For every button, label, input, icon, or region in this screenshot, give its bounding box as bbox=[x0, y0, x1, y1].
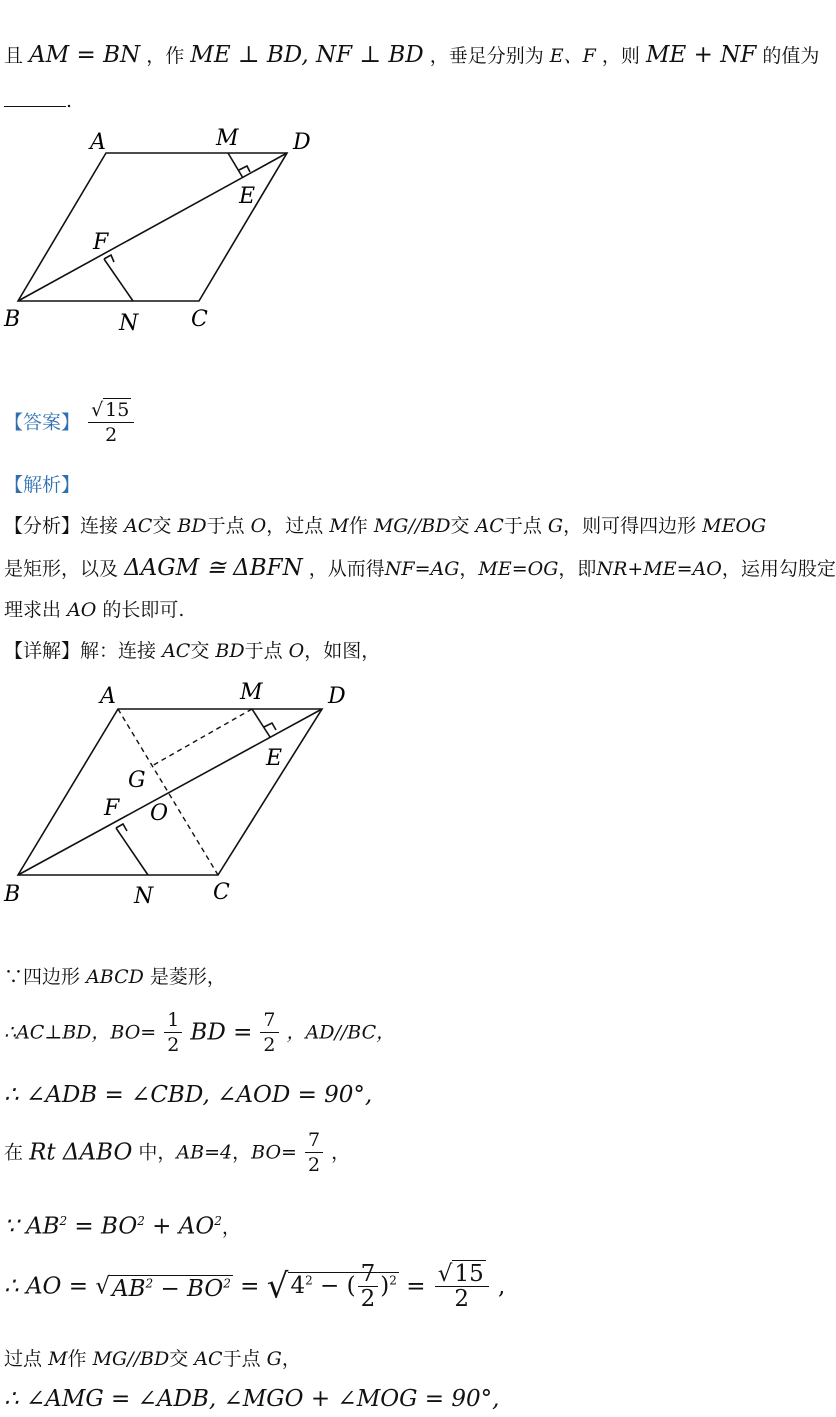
answer-denominator: 2 bbox=[105, 424, 118, 446]
label-a: A bbox=[90, 130, 106, 155]
analysis-section-tag: 【解析】 bbox=[4, 474, 81, 496]
text: 是菱形， bbox=[149, 966, 226, 988]
math-sum: ME + NF bbox=[645, 42, 757, 68]
step-5: ∵ $AB^2 = BO^2 + AO^2$， bbox=[4, 1213, 241, 1240]
text: 作 bbox=[67, 1348, 87, 1370]
text: AC bbox=[194, 1348, 223, 1370]
text: BD bbox=[177, 515, 207, 537]
label-d: D bbox=[328, 684, 346, 709]
text: 于点 bbox=[503, 515, 542, 537]
numerator: 1 bbox=[164, 1008, 182, 1033]
text: , bbox=[498, 1273, 506, 1300]
text: . bbox=[66, 90, 73, 112]
text: 的值为 bbox=[762, 45, 820, 67]
numerator: 7 bbox=[358, 1262, 379, 1287]
text: ， bbox=[221, 1216, 241, 1239]
step-4 bbox=[4, 1128, 350, 1188]
math-perpendiculars: ME ⊥ BD, NF ⊥ BD bbox=[190, 42, 424, 68]
text: − BO bbox=[160, 1276, 224, 1303]
text: 过点 bbox=[4, 1348, 43, 1370]
problem-line-2 bbox=[4, 88, 72, 114]
text: 解：连接 bbox=[80, 640, 157, 662]
label-e: E bbox=[239, 184, 256, 209]
text: G bbox=[266, 1348, 282, 1370]
text: 的长即可. bbox=[102, 599, 185, 621]
fraction-seven-halves bbox=[358, 1262, 379, 1311]
text: 且 bbox=[4, 45, 24, 67]
text: ，运用勾股定 bbox=[721, 558, 836, 580]
step-1 bbox=[4, 964, 226, 990]
analysis-line-1 bbox=[4, 513, 766, 539]
text: = bbox=[240, 1273, 260, 1300]
label-o: O bbox=[150, 801, 169, 826]
text: G bbox=[547, 515, 564, 537]
text: MG//BD bbox=[92, 1348, 170, 1370]
text: ，从而得 bbox=[308, 558, 385, 580]
text: ，作 bbox=[146, 45, 185, 67]
text: ∴ AO = bbox=[4, 1273, 88, 1300]
text: 作 bbox=[348, 515, 368, 537]
figure-1-rhombus bbox=[0, 120, 340, 340]
text: 交 bbox=[169, 1348, 189, 1370]
text: ， bbox=[459, 558, 479, 580]
answer-line bbox=[4, 398, 136, 458]
fraction-seven-halves bbox=[260, 1008, 278, 1057]
numerator: 7 bbox=[260, 1008, 278, 1033]
text: ，过点 bbox=[266, 515, 324, 537]
text: 在 bbox=[4, 1141, 24, 1164]
label-n: N bbox=[134, 884, 154, 909]
step-7 bbox=[4, 1346, 301, 1372]
text: ∴AC⊥BD，BO= bbox=[4, 1021, 157, 1044]
text: 4 bbox=[290, 1272, 306, 1299]
analysis-line-2 bbox=[4, 555, 836, 582]
label-f: F bbox=[93, 230, 109, 255]
math-am-bn: AM = BN bbox=[29, 42, 141, 68]
step-6: ∴ AO = $√AB^2 - BO^2 = √4^2$ − ( $\frac{7}{2}$ )$^2$ = $\frac{√15}{2}$ , bbox=[4, 1261, 506, 1312]
text: 于点 bbox=[244, 640, 283, 662]
fraction-half bbox=[164, 1008, 182, 1057]
text: ，则 bbox=[601, 45, 640, 67]
text: ∵四边形 bbox=[4, 966, 81, 988]
text: = bbox=[406, 1273, 426, 1300]
math-triangle: Rt ΔABO bbox=[29, 1139, 133, 1166]
denominator: 2 bbox=[360, 1286, 376, 1312]
text: NR+ME=AO bbox=[596, 558, 722, 580]
label-m: M bbox=[216, 126, 239, 151]
step-2 bbox=[4, 1008, 395, 1068]
text: BD = bbox=[190, 1019, 253, 1046]
label-m: M bbox=[240, 680, 263, 705]
denominator: 2 bbox=[263, 1034, 276, 1056]
text: AC bbox=[124, 515, 153, 537]
text: 连接 bbox=[80, 515, 119, 537]
text: ，即 bbox=[558, 558, 597, 580]
text: ， bbox=[281, 1348, 301, 1370]
text: O bbox=[288, 640, 305, 662]
text: 于点 bbox=[206, 515, 245, 537]
text: 【详解】 bbox=[4, 640, 81, 662]
text: + AO bbox=[152, 1213, 215, 1240]
text: 交 bbox=[190, 640, 210, 662]
math-congruent: ΔAGM ≅ ΔBFN bbox=[124, 555, 303, 581]
label-d: D bbox=[293, 130, 311, 155]
detail-line bbox=[4, 638, 380, 664]
feet-points: E、F bbox=[549, 45, 596, 67]
text: 理求出 bbox=[4, 599, 62, 621]
text: 是矩形，以及 bbox=[4, 558, 119, 580]
text: ME=OG bbox=[478, 558, 559, 580]
text: MEOG bbox=[702, 515, 767, 537]
text: BD bbox=[215, 640, 245, 662]
analysis-line-3 bbox=[4, 597, 184, 623]
label-f: F bbox=[104, 796, 120, 821]
step-3: ∴ ∠ADB = ∠CBD, ∠AOD = 90°, bbox=[4, 1082, 373, 1108]
text: ，垂足分别为 bbox=[429, 45, 544, 67]
text: 【分析】 bbox=[4, 515, 81, 537]
text: AO bbox=[67, 599, 97, 621]
fraction-seven-halves bbox=[305, 1128, 323, 1177]
numerator: 15 bbox=[454, 1261, 484, 1287]
label-b: B bbox=[4, 307, 21, 332]
text: AC bbox=[162, 640, 191, 662]
text: O bbox=[250, 515, 267, 537]
fraction-result: $\frac{√15}{2}$ bbox=[435, 1262, 489, 1311]
text: ，则可得四边形 bbox=[563, 515, 697, 537]
label-b: B bbox=[4, 882, 21, 907]
denominator: 2 bbox=[167, 1034, 180, 1056]
text: 于点 bbox=[222, 1348, 261, 1370]
text: AB bbox=[25, 1213, 60, 1240]
denominator: 2 bbox=[454, 1286, 470, 1312]
text: = BO bbox=[74, 1213, 138, 1240]
text: NF=AG bbox=[384, 558, 460, 580]
text: BO= bbox=[251, 1141, 297, 1164]
answer-blank bbox=[4, 88, 66, 107]
label-n: N bbox=[119, 311, 139, 336]
text: AB bbox=[111, 1276, 146, 1303]
figure-2-rhombus bbox=[0, 675, 370, 915]
text: ABCD bbox=[86, 966, 144, 988]
denominator: 2 bbox=[307, 1154, 321, 1176]
text: MG//BD bbox=[373, 515, 451, 537]
text: ， bbox=[331, 1141, 351, 1164]
answer-fraction: $\frac{√ 15}{2}$ bbox=[88, 398, 134, 447]
text: ，AD//BC， bbox=[286, 1021, 396, 1044]
text: AC bbox=[475, 515, 504, 537]
text: ， bbox=[232, 1141, 252, 1164]
label-e: E bbox=[266, 746, 283, 771]
numerator: 7 bbox=[305, 1128, 323, 1153]
text: − bbox=[320, 1272, 340, 1299]
text: ，如图， bbox=[304, 640, 381, 662]
label-g: G bbox=[128, 768, 146, 793]
text: 交 bbox=[152, 515, 172, 537]
label-c: C bbox=[191, 307, 208, 332]
problem-line-1 bbox=[4, 42, 819, 69]
text: AB=4 bbox=[176, 1141, 233, 1164]
text: 交 bbox=[450, 515, 470, 537]
label-c: C bbox=[213, 880, 230, 905]
text: M bbox=[329, 515, 349, 537]
answer-tag: 【答案】 bbox=[4, 411, 81, 434]
text: M bbox=[48, 1348, 68, 1370]
label-a: A bbox=[100, 684, 116, 709]
text: 中， bbox=[138, 1141, 177, 1164]
answer-numerator: 15 bbox=[105, 399, 130, 421]
text: ∵ bbox=[4, 1213, 19, 1240]
step-8: ∴ ∠AMG = ∠ADB, ∠MGO + ∠MOG = 90°, bbox=[4, 1386, 500, 1412]
